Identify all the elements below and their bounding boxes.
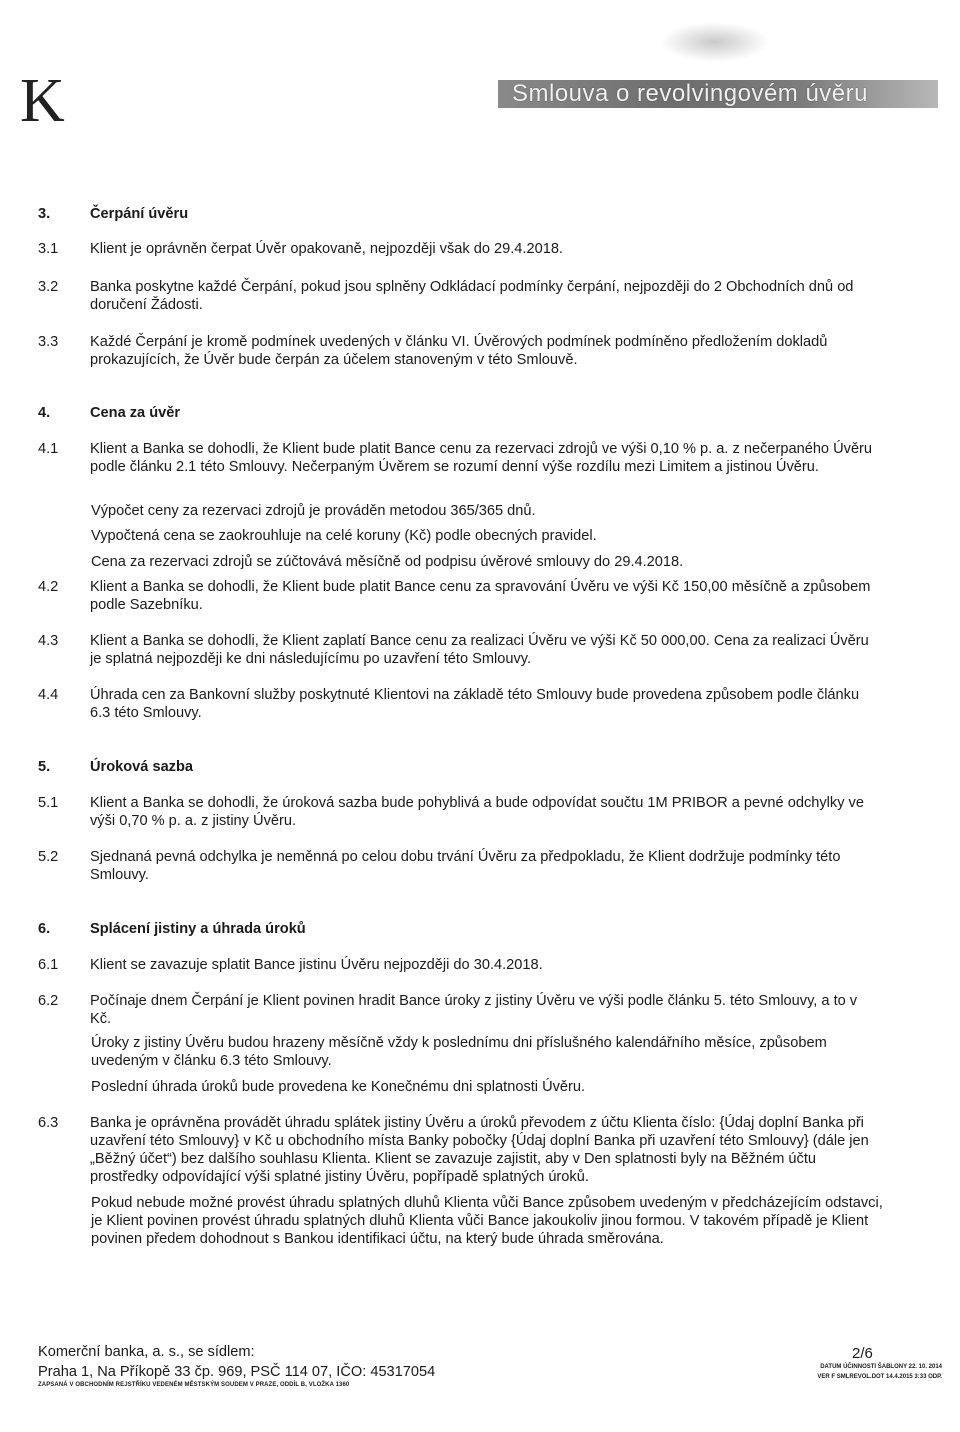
clause-6-3-alternative-payment: Pokud nebude možné provést úhradu splatných dluhů Klienta vůči Bance způsobem uvedeným v předcházejícím odstavci, je Klient povinen provést úhradu splatných dluhů Klienta vůči Bance jakoukoliv jinou formou. V takovém případě je Klient povinen předem dohodnout s Bankou identifikaci účtu, na který bude úhrada směrována. (91, 1195, 883, 1247)
page-number: 2/6 (852, 1345, 873, 1362)
clause-text: Klient se zavazuje splatit Bance jistinu Úvěru nejpozději do 30.4.2018. (90, 957, 543, 973)
clause-text: Banka poskytne každé Čerpání, pokud jsou splněny Odkládací podmínky čerpání, nejpozději do 2 Obchodních dnů od doručení Žádosti. (90, 279, 854, 313)
clause-number: 4.1 (38, 441, 59, 457)
clause-number: 4.4 (38, 687, 59, 703)
section-title: Úroková sazba (90, 759, 194, 775)
footer-address: Praha 1, Na Příkopě 33 čp. 969, PSČ 114 07, IČO: 45317054 (38, 1364, 436, 1380)
clause-number: 5.2 (38, 849, 59, 865)
clause-4-1-rounding: Vypočtená cena se zaokrouhluje na celé koruny (Kč) podle obecných pravidel. (91, 528, 597, 544)
clause-number: 3.3 (38, 334, 59, 350)
clause-text: Klient a Banka se dohodli, že úroková sazba bude pohyblivá a bude odpovídat součtu 1M PRIBOR a pevné odchylky ve výši 0,70 % p. a. z jistiny Úvěru. (90, 795, 864, 829)
scan-smudge (660, 22, 770, 62)
footer-bank-info (38, 1342, 435, 1382)
clause-text: Klient a Banka se dohodli, že Klient bude platit Bance cenu za spravování Úvěru ve výši Kč 150,00 měsíčně a způsobem podle Sazebníku. (90, 579, 871, 613)
clause-4-1-settlement: Cena za rezervaci zdrojů se zúčtovává měsíčně od podpisu úvěrové smlouvy do 29.4.2018. (91, 554, 684, 570)
clause-4-1-calculation: Výpočet ceny za rezervaci zdrojů je prováděn metodou 365/365 dnů. (91, 503, 536, 519)
footer-template-info (732, 1362, 942, 1382)
footer-company: Komerční banka, a. s., se sídlem: (38, 1344, 255, 1360)
clause-number: 6.3 (38, 1115, 59, 1131)
clause-text: Klient a Banka se dohodli, že Klient zaplatí Bance cenu za realizaci Úvěru ve výši Kč 50 000,00. Cena za realizaci Úvěru je splatná nejpozději ke dni následujícímu po uzavření této Smlouvy. (90, 633, 869, 667)
clause-number: 5.1 (38, 795, 59, 811)
clause-text: Klient a Banka se dohodli, že Klient bude platit Bance cenu za rezervaci zdrojů ve výši 0,10 % p. a. z nečerpaného Úvěru podle článku 2.1 této Smlouvy. Nečerpaným Úvěrem se rozumí denní výše rozdílu mezi Limitem a jistinou Úvěru. (90, 441, 873, 475)
clause-text: Klient je oprávněn čerpat Úvěr opakovaně, nejpozději však do 29.4.2018. (90, 241, 563, 257)
clause-number: 3.2 (38, 279, 59, 295)
clause-number: 4.3 (38, 633, 59, 649)
section-number: 6. (38, 921, 51, 937)
clause-6-2-final-payment: Poslední úhrada úroků bude provedena ke Konečnému dni splatnosti Úvěru. (91, 1079, 586, 1095)
document-title-banner: Smlouva o revolvingovém úvěru (498, 80, 938, 108)
section-title: Čerpání úvěru (90, 206, 189, 222)
clause-text: Úhrada cen za Bankovní služby poskytnuté Klientovi na základě této Smlouvy bude provedena způsobem podle článku 6.3 této Smlouvy. (90, 687, 860, 721)
template-version: VER F SMLREVOL.DOT 14.4.2015 3:33 ODP. (817, 1374, 942, 1380)
clause-number: 4.2 (38, 579, 59, 595)
clause-text: Banka je oprávněna provádět úhradu splátek jistiny Úvěru a úroků převodem z účtu Klienta číslo: {Údaj doplní Banka při uzavření této Smlouvy} v Kč u obchodního místa Banky pobočky {Údaj doplní Banka při uzavření této Smlouvy} (dále jen „Běžný účet“) bez dalšího souhlasu Klienta. Klient se zavazuje zajistit, aby v Den splatnosti byly na Běžném účtu prostředky odpovídající výši splatné jistiny Úvěru, popřípadě splatných úroků. (90, 1115, 869, 1185)
clause-number: 6.1 (38, 957, 59, 973)
clause-text: Každé Čerpání je kromě podmínek uvedených v článku VI. Úvěrových podmínek podmíněno předložením dokladů prokazujících, že Úvěr bude čerpán za účelem stanoveným v této Smlouvě. (90, 334, 828, 368)
section-title: Splácení jistiny a úhrada úroků (90, 921, 306, 937)
bank-logo: K (20, 67, 65, 135)
section-title: Cena za úvěr (90, 405, 181, 421)
clause-number: 6.2 (38, 993, 59, 1009)
section-number: 5. (38, 759, 51, 775)
clause-text: Počínaje dnem Čerpání je Klient povinen hradit Bance úroky z jistiny Úvěru ve výši podle článku 5. této Smlouvy, a to v Kč. (90, 993, 858, 1027)
section-number: 4. (38, 405, 51, 421)
footer-registry: ZAPSANÁ V OBCHODNÍM REJSTŘÍKU VEDENÉM MĚSTSKÝM SOUDEM V PRAZE, ODDÍL B, VLOŽKA 1360 (38, 1382, 350, 1388)
section-number: 3. (38, 206, 51, 222)
template-date: DATUM ÚČINNOSTI ŠABLONY 22. 10. 2014 (820, 1364, 942, 1370)
clause-6-2-monthly-interest: Úroky z jistiny Úvěru budou hrazeny měsíčně vždy k poslednímu dni příslušného kalendářního měsíce, způsobem uvedeným v článku 6.3 této Smlouvy. (91, 1035, 827, 1069)
clause-number: 3.1 (38, 241, 59, 257)
clause-text: Sjednaná pevná odchylka je neměnná po celou dobu trvání Úvěru za předpokladu, že Klient dodržuje podmínky této Smlouvy. (90, 849, 841, 883)
